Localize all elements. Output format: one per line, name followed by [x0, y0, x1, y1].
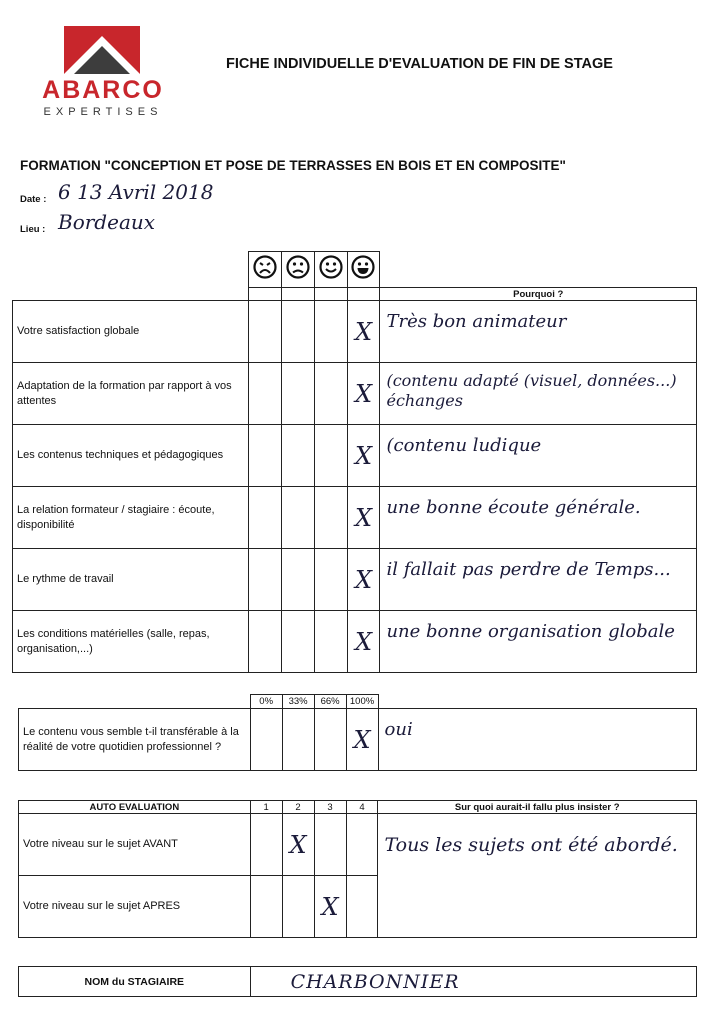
rating-mark: X — [347, 611, 380, 673]
stagiaire-name: CHARBONNIER — [250, 967, 696, 997]
reason-answer: (contenu adapté (visuel, données...) échanges — [380, 363, 697, 425]
level-header: 4 — [346, 801, 378, 814]
criterion-label: Votre satisfaction globale — [13, 301, 249, 363]
table-row — [13, 363, 697, 425]
date-value: 6 13 Avril 2018 — [58, 180, 214, 204]
level-before-label: Votre niveau sur le sujet AVANT — [19, 814, 251, 876]
rating-mark: X — [347, 549, 380, 611]
very-happy-face-icon — [351, 255, 375, 279]
very-sad-face-icon — [253, 255, 277, 279]
percent-header: 0% — [250, 695, 282, 709]
rating-mark: X — [347, 363, 380, 425]
sad-face-icon — [286, 255, 310, 279]
satisfaction-table — [12, 251, 697, 673]
table-row — [13, 425, 697, 487]
table-row — [13, 611, 697, 673]
reason-answer: Très bon animateur — [380, 301, 697, 363]
percent-header: 100% — [346, 695, 378, 709]
stagiaire-label: NOM du STAGIAIRE — [19, 967, 251, 997]
criterion-label: Les conditions matérielles (salle, repas, organisation,...) — [13, 611, 249, 673]
logo-subtitle: EXPERTISES — [43, 106, 163, 118]
pourquoi-header: Pourquoi ? — [380, 288, 697, 301]
level-header: 2 — [282, 801, 314, 814]
level-header: 3 — [314, 801, 346, 814]
criterion-label: La relation formateur / stagiaire : écoute, disponibilité — [13, 487, 249, 549]
smiley-col-4 — [347, 252, 380, 288]
reason-answer: une bonne écoute générale. — [380, 487, 697, 549]
level-after-mark: X — [314, 876, 346, 938]
rating-mark: X — [347, 487, 380, 549]
rating-mark: X — [347, 425, 380, 487]
criterion-label: Les contenus techniques et pédagogiques — [13, 425, 249, 487]
percent-header: 33% — [282, 695, 314, 709]
lieu-value: Bordeaux — [58, 210, 156, 234]
table-row — [13, 549, 697, 611]
transfer-answer: oui — [378, 709, 696, 771]
level-header: 1 — [250, 801, 282, 814]
auto-evaluation-header: AUTO EVALUATION — [19, 801, 251, 814]
stagiaire-table — [18, 966, 697, 997]
smiley-col-3 — [314, 252, 347, 288]
level-before-mark: X — [282, 814, 314, 876]
level-after-label: Votre niveau sur le sujet APRES — [19, 876, 251, 938]
transfer-question: Le contenu vous semble t-il transférable à la réalité de votre quotidien professionnel ? — [19, 709, 251, 771]
date-label: Date : — [20, 194, 47, 205]
logo-brand: ABARCO — [42, 76, 164, 104]
insist-header: Sur quoi aurait-il fallu plus insister ? — [378, 801, 697, 814]
reason-answer: une bonne organisation globale — [380, 611, 697, 673]
rating-mark: X — [347, 301, 380, 363]
insist-answer: Tous les sujets ont été abordé. — [378, 814, 697, 938]
table-row — [13, 301, 697, 363]
smiley-col-1 — [248, 252, 281, 288]
reason-answer: il fallait pas perdre de Temps... — [380, 549, 697, 611]
abarco-logo — [38, 22, 168, 122]
abarco-logo-icon — [38, 22, 168, 77]
transfer-mark: X — [346, 709, 378, 771]
transfer-table — [18, 694, 697, 771]
criterion-label: Le rythme de travail — [13, 549, 249, 611]
auto-evaluation-table — [18, 800, 697, 938]
criterion-label: Adaptation de la formation par rapport à vos attentes — [13, 363, 249, 425]
table-row — [19, 709, 697, 771]
lieu-label: Lieu : — [20, 224, 46, 235]
happy-face-icon — [319, 255, 343, 279]
document-title: FICHE INDIVIDUELLE D'EVALUATION DE FIN DE STAGE — [226, 56, 613, 72]
reason-answer: (contenu ludique — [380, 425, 697, 487]
table-row — [19, 814, 697, 876]
smiley-col-2 — [281, 252, 314, 288]
table-row — [13, 487, 697, 549]
formation-title: FORMATION "CONCEPTION ET POSE DE TERRASSES EN BOIS ET EN COMPOSITE" — [20, 158, 566, 173]
percent-header: 66% — [314, 695, 346, 709]
